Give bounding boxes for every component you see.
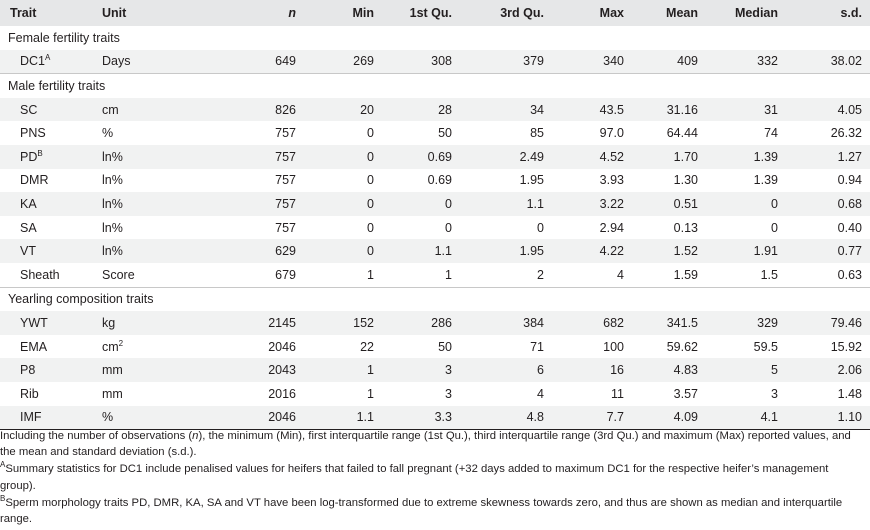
trait-name: SA — [20, 220, 37, 235]
cell-sd: 1.10 — [786, 406, 870, 430]
cell-sd: 0.40 — [837, 220, 862, 235]
table-row — [0, 311, 870, 335]
cell-q1: 0.69 — [382, 145, 460, 169]
cell-trait — [0, 263, 102, 287]
cell-median: 31 — [706, 98, 786, 122]
cell-n: 2016 — [268, 386, 296, 401]
cell-q1: 0 — [382, 192, 460, 216]
cell-unit — [102, 335, 180, 359]
cell-q3: 1.1 — [460, 192, 552, 216]
cell-sd: 0.77 — [786, 239, 870, 263]
cell-n: 2046 — [180, 406, 304, 430]
cell-unit — [102, 192, 180, 216]
trait-name: EMA — [20, 339, 48, 354]
cell-n: 2145 — [180, 311, 304, 335]
cell-n: 2046 — [268, 339, 296, 354]
cell-min: 0 — [304, 192, 382, 216]
footnote-main-post: ), the minimum (Min), first interquartile range (1st Qu.), third interquartile range (3rd Qu.) and maximum (Max) reported values, and the mean and standard deviation (s.d.). — [0, 430, 851, 459]
cell-sd: 0.94 — [837, 173, 862, 188]
trait-name: DMR — [20, 173, 49, 188]
cell-q3: 384 — [460, 311, 552, 335]
cell-q1: 286 — [382, 311, 460, 335]
cell-n: 757 — [180, 192, 304, 216]
footnote-b-text: Sperm morphology traits PD, DMR, KA, SA and VT have been log-transformed due to extreme skewness towards zero, and thus are shown as median and interquartile range. — [0, 496, 843, 526]
cell-mean: 59.62 — [666, 339, 698, 354]
unit-label: Score — [102, 267, 135, 282]
cell-mean: 31.16 — [632, 98, 706, 122]
header-q3: 3rd Qu. — [500, 6, 544, 20]
cell-min: 22 — [360, 339, 374, 354]
cell-max: 43.5 — [552, 98, 632, 122]
cell-unit — [102, 311, 180, 335]
cell-median: 332 — [706, 50, 786, 74]
trait-footnote-mark: A — [45, 53, 51, 63]
cell-unit — [102, 121, 180, 145]
trait-name: PNS — [20, 126, 46, 141]
cell-median: 0 — [706, 192, 786, 216]
cell-q3: 379 — [460, 50, 552, 74]
cell-q3: 4 — [537, 386, 544, 401]
cell-q1: 1 — [445, 267, 452, 282]
cell-q1: 3.3 — [382, 406, 460, 430]
table-row — [0, 406, 870, 430]
cell-max: 340 — [552, 50, 632, 74]
cell-min: 152 — [304, 311, 382, 335]
cell-mean: 4.83 — [632, 358, 706, 382]
cell-q1: 0.69 — [427, 173, 452, 188]
unit-label: ln% — [102, 220, 123, 235]
cell-n: 757 — [275, 220, 296, 235]
header-median: Median — [734, 6, 778, 20]
cell-trait — [0, 216, 102, 240]
cell-n: 679 — [275, 267, 296, 282]
cell-n: 757 — [275, 173, 296, 188]
cell-trait — [0, 169, 102, 193]
table-row — [0, 98, 870, 122]
cell-median: 59.5 — [753, 339, 778, 354]
cell-q3: 0 — [537, 220, 544, 235]
cell-sd: 1.27 — [786, 145, 870, 169]
cell-q3: 34 — [460, 98, 552, 122]
cell-q1: 1.1 — [382, 239, 460, 263]
cell-q1: 50 — [438, 126, 452, 141]
header-q1: 1st Qu. — [409, 6, 452, 20]
unit-label: cm — [102, 102, 119, 117]
unit-label: ln% — [102, 173, 123, 188]
cell-max: 100 — [603, 339, 624, 354]
header-unit: Unit — [102, 6, 127, 20]
table-row — [0, 263, 870, 287]
cell-min: 20 — [304, 98, 382, 122]
trait-name: PD — [20, 149, 38, 164]
cell-q1: 28 — [382, 98, 460, 122]
cell-q3: 1.95 — [460, 239, 552, 263]
cell-sd: 4.05 — [786, 98, 870, 122]
cell-n: 757 — [180, 145, 304, 169]
cell-trait — [0, 382, 102, 406]
unit-label: % — [102, 410, 114, 425]
footnote-a-text: Summary statistics for DC1 include penalised values for heifers that failed to fall pregnant (+32 days added to maximum DC1 for the respective heifer’s management group). — [0, 463, 829, 492]
cell-unit — [102, 145, 180, 169]
cell-n: 757 — [275, 126, 296, 141]
table-row — [0, 382, 870, 406]
cell-trait — [0, 50, 102, 74]
table-header — [0, 0, 870, 26]
cell-trait — [0, 145, 102, 169]
unit-label: mm — [102, 363, 123, 378]
cell-median: 4.1 — [706, 406, 786, 430]
cell-median: 3 — [771, 386, 778, 401]
header-max: Max — [599, 6, 624, 20]
cell-trait — [0, 239, 102, 263]
cell-q3: 71 — [530, 339, 544, 354]
cell-q3: 2.49 — [460, 145, 552, 169]
table-row — [0, 121, 870, 145]
cell-trait — [0, 192, 102, 216]
cell-sd: 0.68 — [786, 192, 870, 216]
cell-sd: 79.46 — [786, 311, 870, 335]
cell-q1: 50 — [438, 339, 452, 354]
cell-unit — [102, 263, 180, 287]
cell-sd: 15.92 — [830, 339, 862, 354]
cell-max: 97.0 — [599, 126, 624, 141]
footnote-a-mark: A — [0, 460, 6, 470]
cell-q1: 3 — [382, 358, 460, 382]
cell-sd: 1.48 — [837, 386, 862, 401]
cell-sd: 0.63 — [837, 267, 862, 282]
header-min: Min — [352, 6, 374, 20]
cell-min: 0 — [367, 126, 374, 141]
unit-superscript: 2 — [118, 338, 124, 348]
section-row — [0, 74, 870, 98]
cell-sd: 26.32 — [830, 126, 862, 141]
cell-min: 269 — [304, 50, 382, 74]
unit-label: Days — [102, 54, 131, 69]
section-row — [0, 26, 870, 50]
cell-median: 1.91 — [706, 239, 786, 263]
cell-n: 826 — [180, 98, 304, 122]
cell-min: 0 — [304, 145, 382, 169]
cell-median: 74 — [764, 126, 778, 141]
cell-trait — [0, 406, 102, 430]
table-row — [0, 335, 870, 359]
header-mean: Mean — [666, 6, 698, 20]
footnote-a — [0, 461, 866, 493]
cell-unit — [102, 169, 180, 193]
header-row — [0, 0, 870, 26]
cell-mean: 341.5 — [632, 311, 706, 335]
header-sd: s.d. — [840, 6, 862, 20]
trait-name: VT — [20, 244, 36, 259]
cell-mean: 3.57 — [673, 386, 698, 401]
table-footnotes — [0, 428, 866, 528]
section-title: Female fertility traits — [0, 26, 870, 50]
trait-name: P8 — [20, 363, 36, 378]
footnote-b-mark: B — [0, 494, 6, 504]
section-title: Yearling composition traits — [0, 287, 870, 311]
cell-min: 1 — [367, 267, 374, 282]
table-row — [0, 192, 870, 216]
cell-median: 5 — [706, 358, 786, 382]
cell-max: 4.22 — [552, 239, 632, 263]
header-trait: Trait — [10, 6, 37, 20]
trait-footnote-mark: B — [37, 148, 43, 158]
cell-q1: 308 — [382, 50, 460, 74]
cell-n: 629 — [180, 239, 304, 263]
cell-q3: 2 — [537, 267, 544, 282]
cell-trait — [0, 358, 102, 382]
cell-q1: 0 — [445, 220, 452, 235]
cell-n: 2043 — [180, 358, 304, 382]
cell-max: 4.52 — [552, 145, 632, 169]
cell-unit — [102, 50, 180, 74]
table-row — [0, 358, 870, 382]
trait-name: KA — [20, 196, 37, 211]
cell-unit — [102, 98, 180, 122]
cell-max: 4 — [617, 267, 624, 282]
cell-unit — [102, 406, 180, 430]
table-row — [0, 169, 870, 193]
unit-label: mm — [102, 386, 123, 401]
footnote-main-n: n — [192, 430, 199, 442]
trait-name: DC1 — [20, 54, 46, 69]
trait-name: IMF — [20, 410, 42, 425]
cell-mean: 64.44 — [666, 126, 698, 141]
trait-name: Sheath — [20, 267, 60, 282]
cell-mean: 409 — [632, 50, 706, 74]
cell-mean: 1.70 — [632, 145, 706, 169]
cell-mean: 1.30 — [673, 173, 698, 188]
cell-q3: 1.95 — [519, 173, 544, 188]
cell-unit — [102, 358, 180, 382]
cell-min: 0 — [367, 220, 374, 235]
cell-trait — [0, 311, 102, 335]
cell-min: 1 — [304, 358, 382, 382]
cell-unit — [102, 216, 180, 240]
cell-max: 2.94 — [599, 220, 624, 235]
cell-max: 3.22 — [552, 192, 632, 216]
table-body — [0, 26, 870, 430]
cell-q3: 6 — [460, 358, 552, 382]
cell-min: 1 — [367, 386, 374, 401]
cell-q1: 3 — [445, 386, 452, 401]
cell-median: 0 — [771, 220, 778, 235]
cell-max: 11 — [611, 386, 624, 401]
section-title: Male fertility traits — [0, 74, 870, 98]
cell-unit — [102, 382, 180, 406]
cell-min: 0 — [367, 173, 374, 188]
cell-q3: 4.8 — [460, 406, 552, 430]
cell-trait — [0, 335, 102, 359]
section-row — [0, 287, 870, 311]
table-row — [0, 216, 870, 240]
table-row — [0, 50, 870, 74]
unit-label: ln% — [102, 244, 123, 259]
cell-sd: 38.02 — [786, 50, 870, 74]
cell-trait — [0, 98, 102, 122]
cell-trait — [0, 121, 102, 145]
footnote-main-pre: Including the number of observations ( — [0, 430, 193, 442]
cell-q3: 85 — [530, 126, 544, 141]
unit-label: kg — [102, 315, 116, 330]
cell-mean: 4.09 — [632, 406, 706, 430]
cell-mean: 1.52 — [632, 239, 706, 263]
cell-max: 16 — [552, 358, 632, 382]
footnote-b — [0, 495, 866, 527]
cell-unit — [102, 239, 180, 263]
cell-sd: 2.06 — [786, 358, 870, 382]
table-row — [0, 239, 870, 263]
unit-label: ln% — [102, 149, 123, 164]
cell-mean: 1.59 — [673, 267, 698, 282]
cell-mean: 0.13 — [673, 220, 698, 235]
cell-max: 3.93 — [599, 173, 624, 188]
unit-label: % — [102, 126, 114, 141]
cell-max: 7.7 — [552, 406, 632, 430]
trait-name: SC — [20, 102, 38, 117]
cell-max: 682 — [552, 311, 632, 335]
unit-label: cm — [102, 339, 119, 354]
cell-min: 1.1 — [304, 406, 382, 430]
cell-median: 1.5 — [760, 267, 778, 282]
footnote-main — [0, 428, 866, 460]
cell-mean: 0.51 — [632, 192, 706, 216]
unit-label: ln% — [102, 196, 123, 211]
cell-median: 1.39 — [706, 145, 786, 169]
cell-median: 1.39 — [753, 173, 778, 188]
cell-median: 329 — [706, 311, 786, 335]
header-n: n — [288, 6, 296, 20]
cell-n: 649 — [180, 50, 304, 74]
cell-min: 0 — [304, 239, 382, 263]
trait-name: YWT — [20, 315, 48, 330]
trait-name: Rib — [20, 386, 39, 401]
table-row — [0, 145, 870, 169]
